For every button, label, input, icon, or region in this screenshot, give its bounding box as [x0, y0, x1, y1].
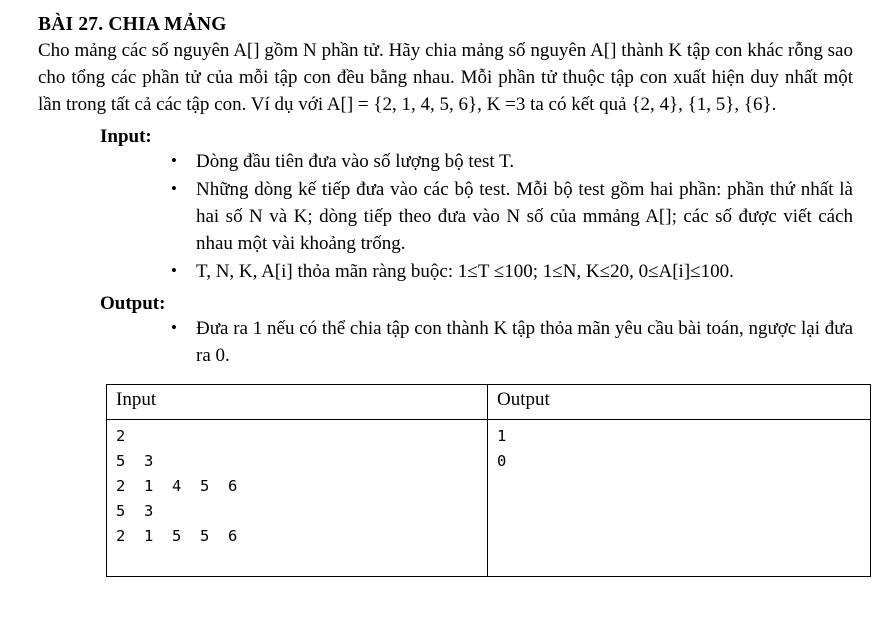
output-line: 0 [497, 451, 507, 470]
list-item-label: Dòng đầu tiên đưa vào số lượng bộ test T. [196, 150, 515, 172]
cell-input-sample [107, 419, 488, 576]
output-line: 1 [497, 426, 507, 445]
bullet-icon: • [171, 150, 177, 170]
list-item-label: Những dòng kế tiếp đưa vào các bộ test. Mỗi bộ test gồm hai phần: phần thứ nhất là hai số N và K; dòng tiếp theo đưa vào N số của mmảng A[]; các số được viết cách nhau một vài khoảng trống. [196, 178, 853, 254]
list-item-label: T, N, K, A[i] thỏa mãn ràng buộc: 1≤T ≤100; 1≤N, K≤20, 0≤A[i]≤100. [196, 260, 734, 282]
input-line: 2 1 5 5 6 [116, 527, 238, 546]
list-item-label: Đưa ra 1 nếu có thể chia tập con thành K tập thỏa mãn yêu cầu bài toán, ngược lại đưa ra 0. [196, 317, 853, 366]
page-title: BÀI 27. CHIA MẢNG [38, 14, 227, 35]
input-line: 2 1 4 5 6 [116, 476, 238, 495]
io-example-table [106, 384, 871, 577]
bullet-icon: • [171, 260, 177, 280]
list-item [38, 177, 853, 258]
input-bullet-list [38, 149, 861, 286]
list-item [38, 316, 853, 370]
bullet-icon: • [171, 178, 177, 198]
input-line: 2 [116, 426, 126, 445]
table-row [107, 419, 871, 576]
output-bullet-list [38, 316, 861, 370]
input-line: 5 3 [116, 502, 154, 521]
list-item [38, 149, 853, 176]
table-header-row [107, 384, 871, 419]
bullet-icon: • [171, 317, 177, 337]
column-header-output: Output [488, 384, 871, 419]
input-line: 5 3 [116, 451, 154, 470]
problem-description: Cho mảng các số nguyên A[] gồm N phần tử. Hãy chia mảng số nguyên A[] thành K tập con khác rỗng sao cho tổng các phần tử của mỗi tập con đều bằng nhau. Mỗi phần tử thuộc tập con xuất hiện duy nhất một lần trong tất cả các tập con. Ví dụ với A[] = {2, 1, 4, 5, 6}, K =3 ta có kết quả {2, 4}, {1, 5}, {6}. [38, 40, 853, 115]
cell-output-sample [488, 419, 871, 576]
input-section-heading: Input: [100, 125, 152, 147]
column-header-input: Input [107, 384, 488, 419]
output-section-heading: Output: [100, 292, 166, 314]
list-item [38, 259, 853, 286]
